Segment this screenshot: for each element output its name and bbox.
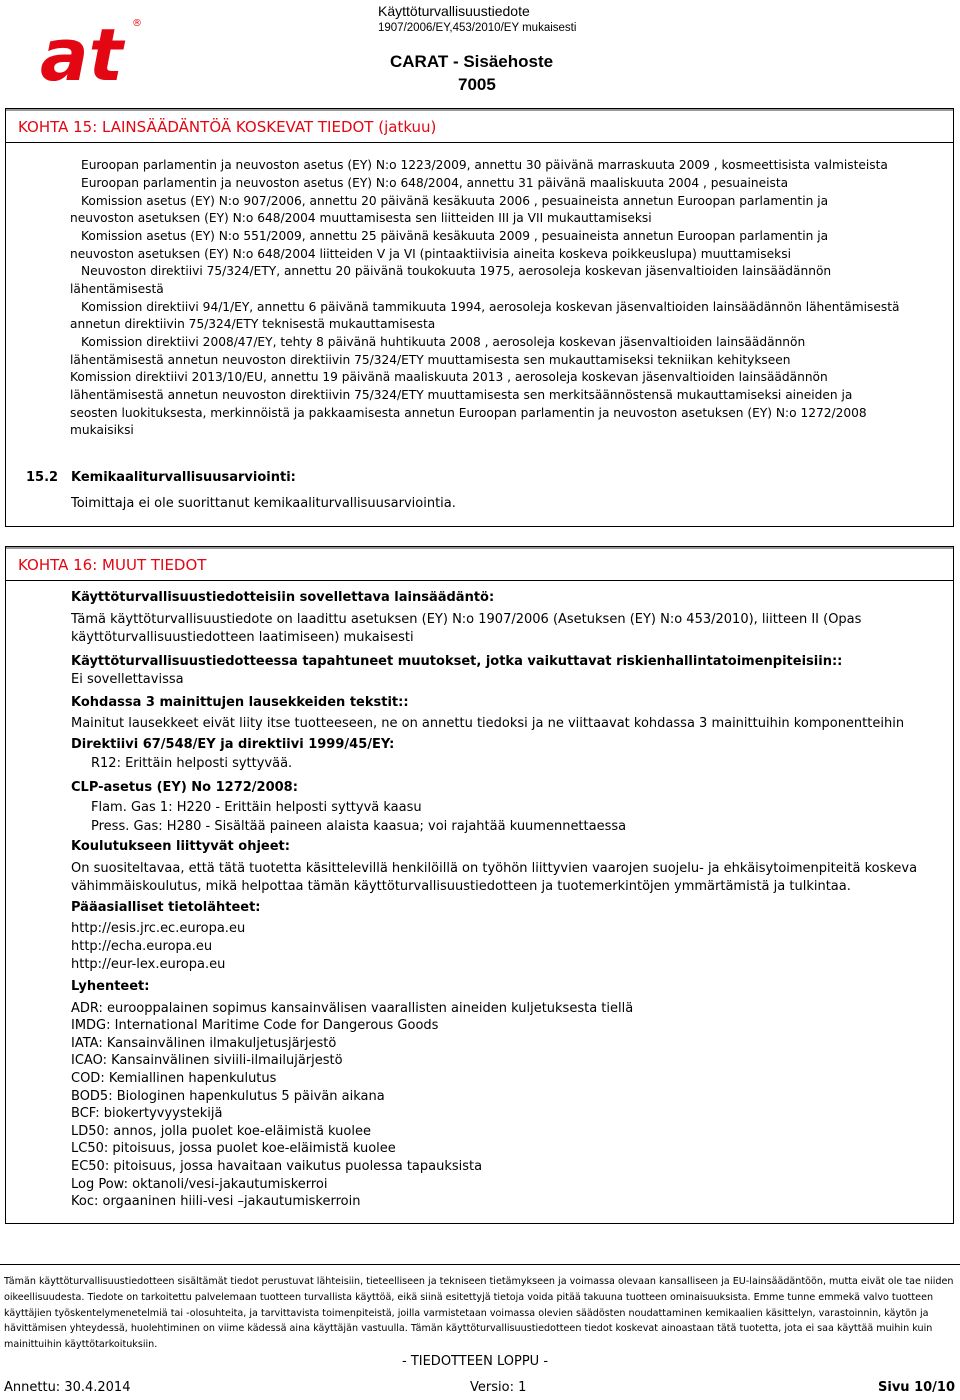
source-link[interactable]: http://eur-lex.europa.eu <box>71 957 226 972</box>
abbreviation-item: IMDG: International Maritime Code for Dangerous Goods <box>71 1018 439 1033</box>
clp-line: Flam. Gas 1: H220 - Erittäin helposti syttyvä kaasu <box>91 800 422 815</box>
training-line: On suositeltavaa, että tätä tuotetta käsittelevillä henkilöillä on työhön liittyvien vaarojen suojelu- ja ehkäisytoimenpiteitä koskeva <box>71 861 918 876</box>
section-15-header <box>6 109 953 143</box>
section-15 <box>5 108 954 527</box>
logo-mark <box>40 20 160 90</box>
footer-disclaimer <box>4 1274 956 1353</box>
subsection-text: Toimittaja ei ole suorittanut kemikaaliturvallisuusarviointia. <box>71 496 456 511</box>
directive-text: R12: Erittäin helposti syttyvää. <box>91 756 293 771</box>
source-link[interactable]: http://esis.jrc.ec.europa.eu <box>71 921 246 936</box>
abbreviations-title: Lyhenteet: <box>71 979 150 994</box>
phrases-title: Kohdassa 3 mainittujen lausekkeiden tekstit:: <box>71 695 409 710</box>
section-16-heading: KOHTA 16: MUUT TIEDOT <box>18 556 207 574</box>
clp-line: Press. Gas: H280 - Sisältää paineen alaista kaasua; voi rajahtää kuumennettaessa <box>91 819 627 834</box>
sources-title: Pääasialliset tietolähteet: <box>71 900 261 915</box>
legislation-line: mukaisiksi <box>70 423 134 437</box>
legislation-line: lähentämisestä annetun neuvoston direktiivin 75/324/ETY muuttamisesta sen merkitsäännöstensä mukauttamiseksi aineiden ja <box>70 388 853 402</box>
abbreviation-item: Log Pow: oktanoli/vesi-jakautumiskerroi <box>71 1177 328 1192</box>
source-link[interactable]: http://echa.europa.eu <box>71 939 213 954</box>
version-label: Versio: 1 <box>470 1380 527 1395</box>
changes-title: Käyttöturvallisuustiedotteessa tapahtuneet muutokset, jotka vaikuttavat riskienhallintatoimenpiteisiin:: <box>71 654 843 669</box>
document-title: Käyttöturvallisuustiedote <box>378 3 530 19</box>
directive-title: Direktiivi 67/548/EY ja direktiivi 1999/45/EY: <box>71 737 395 752</box>
abbreviation-item: LD50: annos, jolla puolet koe-eläimistä kuolee <box>71 1124 371 1139</box>
legislation-line: seosten luokituksesta, merkinnöistä ja pakkaamisesta annetun Euroopan parlamentin ja neuvoston asetuksen (EY) N:o 1272/2008 <box>70 406 867 420</box>
abbreviation-item: Koc: orgaaninen hiili-vesi –jakautumiskerroin <box>71 1194 361 1209</box>
legislation-line: Komission asetus (EY) N:o 551/2009, annettu 25 päivänä kesäkuuta 2009 , pesuaineista annetun Euroopan parlamentin ja <box>81 229 829 243</box>
subsection-title: Kemikaaliturvallisuusarviointi: <box>71 470 296 485</box>
abbreviation-item: LC50: pitoisuus, jossa puolet koe-eläimistä kuolee <box>71 1141 396 1156</box>
abbreviation-item: EC50: pitoisuus, jossa havaitaan vaikutus puolessa tapauksista <box>71 1159 483 1174</box>
product-code: 7005 <box>458 75 496 94</box>
footer-divider <box>0 1264 960 1265</box>
legislation-line: annetun direktiivin 75/324/ETY teknisestä mukauttamisesta <box>70 317 436 331</box>
legislation-line: Komission direktiivi 2013/10/EU, annettu 19 päivänä maaliskuuta 2013 , aerosoleja koskevan jäsenvaltioiden lainsäädännön <box>70 370 828 384</box>
legislation-line: Neuvoston direktiivi 75/324/ETY, annettu 20 päivänä toukokuuta 1975, aerosoleja koskevan jäsenvaltioiden lainsäädännön <box>81 264 832 278</box>
header-shadow <box>6 109 953 111</box>
section-15-heading: KOHTA 15: LAINSÄÄDÄNTÖÄ KOSKEVAT TIEDOT (jatkuu) <box>18 118 437 136</box>
legislation-line: Komission direktiivi 2008/47/EY, tehty 8 päivänä huhtikuuta 2008 , aerosoleja koskevan jäsenvaltioiden lainsäädännön <box>81 335 806 349</box>
legislation-text: Tämä käyttöturvallisuustiedote on laadittu asetuksen (EY) N:o 1907/2006 (Asetuksen (EY) N:o 453/2010), liitteen II (Opas <box>71 612 862 627</box>
abbreviation-item: IATA: Kansainvälinen ilmakuljetusjärjestö <box>71 1036 337 1051</box>
abbreviation-item: COD: Kemiallinen hapenkulutus <box>71 1071 277 1086</box>
page-number: Sivu 10/10 <box>878 1380 956 1395</box>
abbreviation-item: BOD5: Biologinen hapenkulutus 5 päivän aikana <box>71 1089 385 1104</box>
subsection-number: 15.2 <box>26 470 59 485</box>
legislation-line: lähentämisestä <box>70 282 164 296</box>
header-shadow <box>6 547 953 549</box>
disclaimer-line: hävittämisen yhteydessä, huolehtiminen on viime kädessä aina käyttäjän vastuulla. Tämän käyttöturvallisuustiedotteen tiedot koskevat ainoastaan tätä tuotetta, jota ei saa käyttää muihin kuin <box>4 1323 933 1335</box>
section-16 <box>5 546 954 1224</box>
legislation-title: Käyttöturvallisuustiedotteisiin sovellettava lainsäädäntö: <box>71 590 495 605</box>
training-line: vähimmäiskoulutus, mikä helpottaa tämän käyttöturvallisuustiedotteen ja tuotemerkintöjen ymmärtämistä ja tulkintaa. <box>71 879 851 894</box>
disclaimer-line: käyttäjien työskentelymenetelmiä tai -olosuhteita, ja tarvittavista toimenpiteistä, joilla varmistetaan voimassa olevien säädösten noudattaminen kemikaalien käsittelyn, varastoinnin, käytön ja <box>4 1307 929 1319</box>
legislation-line: neuvoston asetuksen (EY) N:o 648/2004 liitteiden V ja VI (pintaaktiivisia aineita koskeva poikkeuslupa) muuttamiseksi <box>70 247 791 261</box>
issue-date: Annettu: 30.4.2014 <box>4 1380 131 1395</box>
legislation-line: Euroopan parlamentin ja neuvoston asetus (EY) N:o 1223/2009, annettu 30 päivänä marraskuuta 2009 , kosmeettisista valmisteista <box>81 158 888 172</box>
disclaimer-line: mainittuihin käyttötarkoituksiin. <box>4 1339 158 1351</box>
company-logo <box>40 20 160 90</box>
legislation-line: Euroopan parlamentin ja neuvoston asetus (EY) N:o 648/2004, annettu 31 päivänä maaliskuuta 2004 , pesuaineista <box>81 176 789 190</box>
legislation-line: lähentämisestä annetun neuvoston direktiivin 75/324/ETY muuttamisesta sen mukauttamiseksi tekniikan kehitykseen <box>70 353 791 367</box>
registered-mark: ® <box>132 18 142 29</box>
legislation-text: käyttöturvallisuustiedotteen laatimiseen) mukaisesti <box>71 630 414 645</box>
logo-text: at <box>40 20 124 90</box>
product-name: CARAT - Sisäehoste <box>390 52 554 71</box>
regulation-reference: 1907/2006/EY,453/2010/EY mukaisesti <box>378 22 577 34</box>
training-title: Koulutukseen liittyvät ohjeet: <box>71 839 290 854</box>
disclaimer-line: oikeellisuudesta. Tiedote on tarkoitettu palvelemaan tuotteen turvallista käyttöä, eikä siinä esitettyjä tietoja voida pitää takuuna tuotteen ominaisuuksista. Emme tunne emmekä valvo tuotteen <box>4 1291 934 1303</box>
document-end-marker: - TIEDOTTEEN LOPPU - <box>402 1354 549 1369</box>
legislation-line: neuvoston asetuksen (EY) N:o 648/2004 muuttamisesta sen liitteiden III ja VII mukauttamiseksi <box>70 211 652 225</box>
phrases-text: Mainitut lausekkeet eivät liity itse tuotteeseen, ne on annettu tiedoksi ja ne viittaavat kohdassa 3 mainittuihin komponentteihin <box>71 716 905 731</box>
legislation-line: Komission asetus (EY) N:o 907/2006, annettu 20 päivänä kesäkuuta 2006 , pesuaineista annetun Euroopan parlamentin ja <box>81 194 829 208</box>
abbreviation-item: ADR: eurooppalainen sopimus kansainvälisen vaarallisten aineiden kuljetuksesta tiellä <box>71 1001 634 1016</box>
abbreviation-item: ICAO: Kansainvälinen siviili-ilmailujärjestö <box>71 1053 343 1068</box>
disclaimer-line: Tämän käyttöturvallisuustiedotteen sisältämät tiedot perustuvat lähteisiin, tieteelliseen ja tekniseen tietämykseen ja voimassa olevaan kansalliseen ja EU-lainsäädäntöön, mutta eivät ole tae niiden <box>4 1276 954 1287</box>
abbreviation-item: BCF: biokertyvyystekijä <box>71 1106 223 1121</box>
clp-title: CLP-asetus (EY) No 1272/2008: <box>71 780 298 795</box>
legislation-line: Komission direktiivi 94/1/EY, annettu 6 päivänä tammikuuta 1994, aerosoleja koskevan jäsenvaltioiden lainsäädännön lähentämisestä <box>81 300 900 314</box>
changes-text: Ei sovellettavissa <box>71 672 184 687</box>
section-16-header <box>6 547 953 581</box>
